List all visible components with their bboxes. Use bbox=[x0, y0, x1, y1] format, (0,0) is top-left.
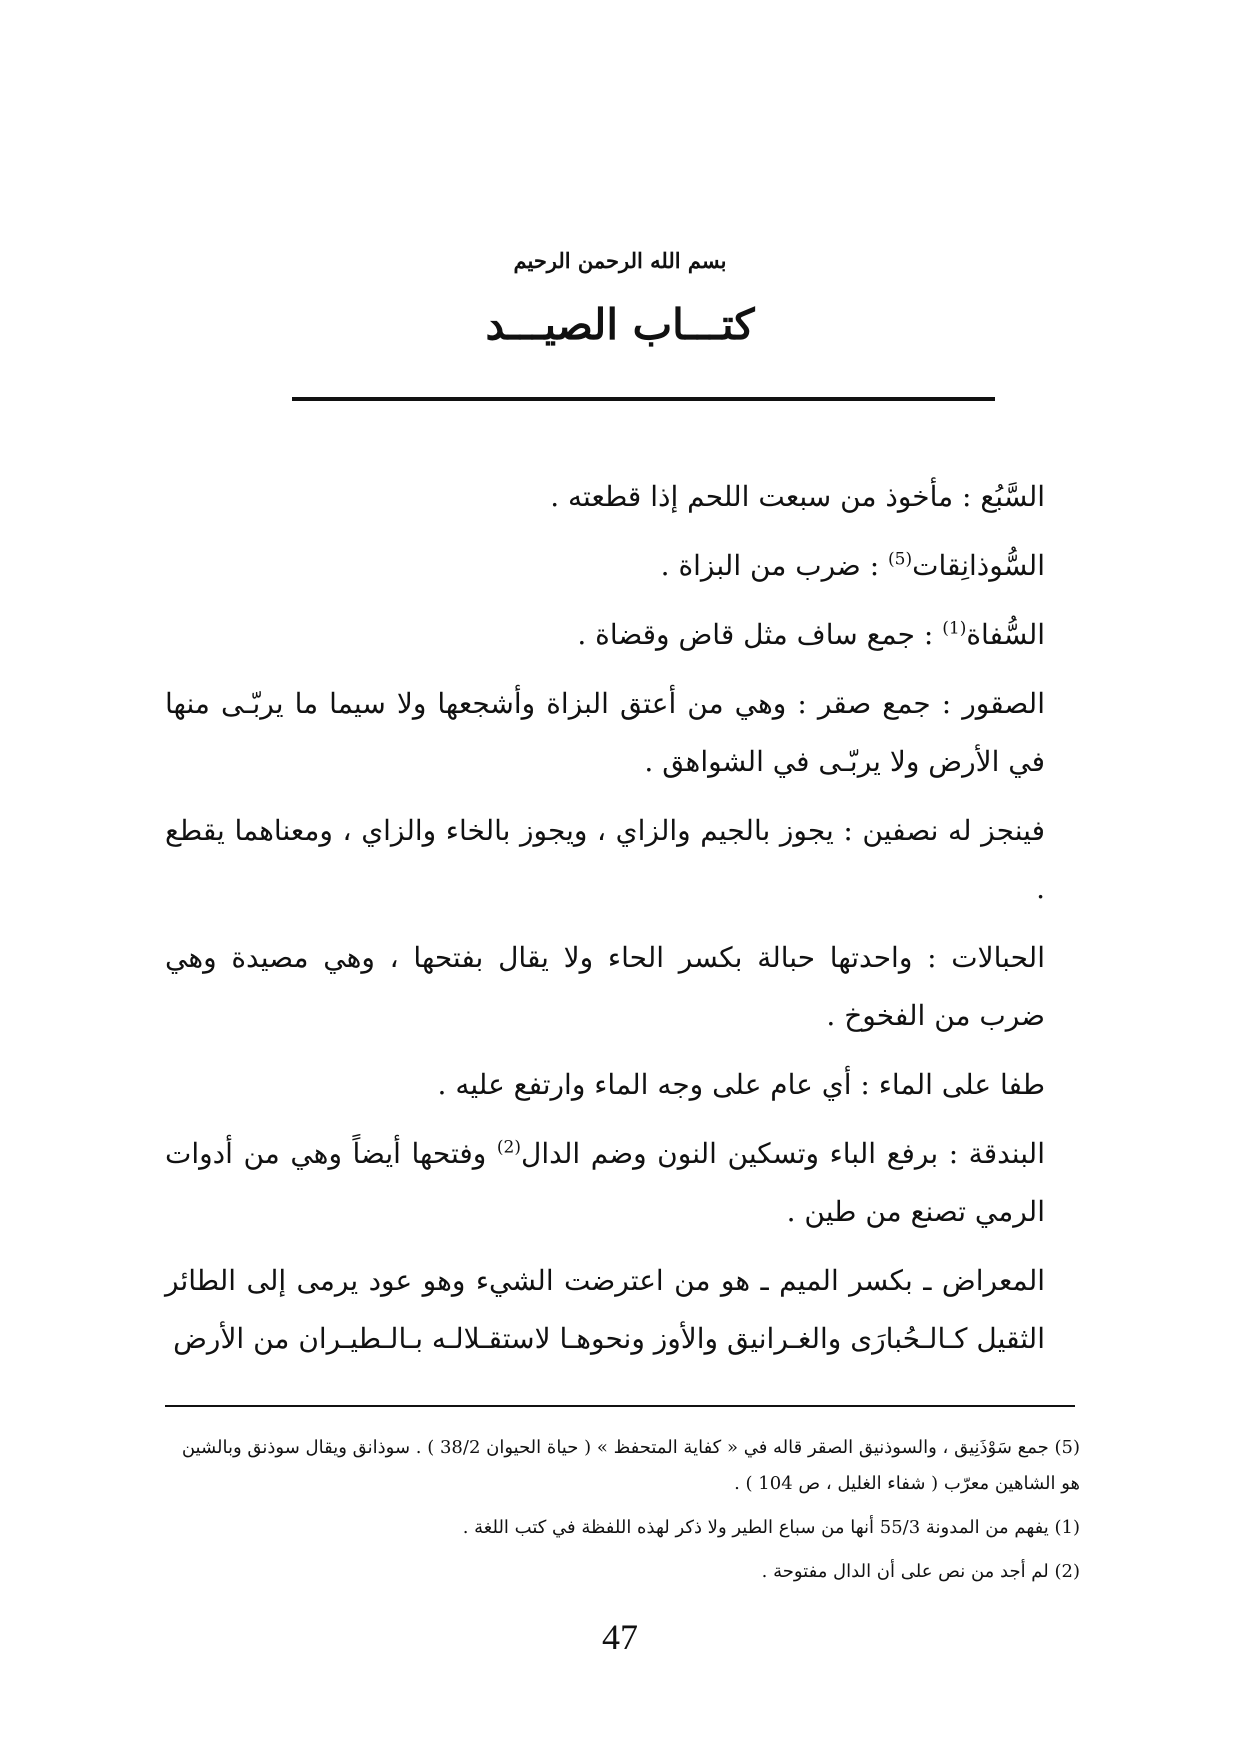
entry-bunduqa bbox=[165, 1125, 1045, 1241]
entry-miraad bbox=[165, 1252, 1045, 1368]
entry-text: وفتحها أيضاً وهي من أدوات الرمي تصنع من طين . bbox=[165, 1137, 1045, 1228]
entry-text: طفا على الماء : أي عام على وجه الماء وارتفع عليه . bbox=[437, 1068, 1045, 1101]
entry-yanjaz bbox=[165, 802, 1045, 918]
entry-text: : ضرب من البزاة . bbox=[660, 549, 889, 582]
entry-tafa bbox=[165, 1056, 1045, 1114]
footnote-2: (2) لم أجد من نص على أن الدال مفتوحة . bbox=[761, 1561, 1080, 1582]
footnote-ref: (5) bbox=[888, 549, 913, 570]
entry-text: الحبالات : واحدتها حبالة بكسر الحاء ولا يقال بفتحها ، وهي مصيدة وهي ضرب من الفخوخ . bbox=[165, 941, 1045, 1032]
entry-term: البندقة : برفع الباء وتسكين النون وضم الدال bbox=[521, 1137, 1045, 1170]
entry-term: السُّوذانِقات bbox=[912, 549, 1045, 582]
entry-suqur bbox=[165, 675, 1045, 791]
entry-hibalat bbox=[165, 929, 1045, 1045]
entry-text: : جمع ساف مثل قاض وقضاة . bbox=[577, 618, 943, 651]
footnote-ref: (1) bbox=[942, 618, 967, 639]
entry-sawdhaniqat bbox=[165, 537, 1045, 595]
entry-text: المعراض ـ بكسر الميم ـ هو من اعترضت الشيء وهو عود يرمى إلى الطائر الثقيل كـالـحُبارَى والغـرانيق والأوز ونحوهـا لاستقـلالـه بـالـطيـران من الأرض bbox=[165, 1264, 1045, 1355]
entry-term: السُّفاة bbox=[966, 618, 1045, 651]
entry-text: الصقور : جمع صقر : وهي من أعتق البزاة وأشجعها ولا سيما ما يربّـى منها في الأرض ولا يربّـى في الشواهق . bbox=[165, 687, 1045, 778]
glossary-entries bbox=[165, 468, 1045, 1379]
footnote-ref: (2) bbox=[496, 1137, 521, 1158]
footnote-divider bbox=[165, 1405, 1075, 1407]
entry-sufat bbox=[165, 606, 1045, 664]
footnote-1: (1) يفهم من المدونة 55/3 أنها من سباع الطير ولا ذكر لهذه اللفظة في كتب اللغة . bbox=[462, 1517, 1080, 1538]
entry-text: فينجز له نصفين : يجوز بالجيم والزاي ، ويجوز بالخاء والزاي ، ومعناهما يقطع . bbox=[165, 814, 1045, 905]
title-divider bbox=[292, 397, 995, 401]
footnote-5: (5) جمع سَوْذَنِيق ، والسوذنيق الصقر قاله في « كفاية المتحفظ » ( حياة الحيوان 38/2 ) . سوذانق ويقال سوذنق وبالشين هو الشاهين معرّب ( شفاء الغليل ، ص 104 ) . bbox=[181, 1437, 1080, 1494]
footnotes bbox=[160, 1430, 1080, 1598]
entry-saba bbox=[165, 468, 1045, 526]
page-number: 47 bbox=[602, 1617, 638, 1657]
chapter-title: كتـــاب الصيـــد bbox=[485, 300, 755, 349]
entry-text: السَّبُع : مأخوذ من سبعت اللحم إذا قطعته . bbox=[550, 480, 1045, 513]
basmala-heading: بسم الله الرحمن الرحيم bbox=[513, 248, 727, 273]
